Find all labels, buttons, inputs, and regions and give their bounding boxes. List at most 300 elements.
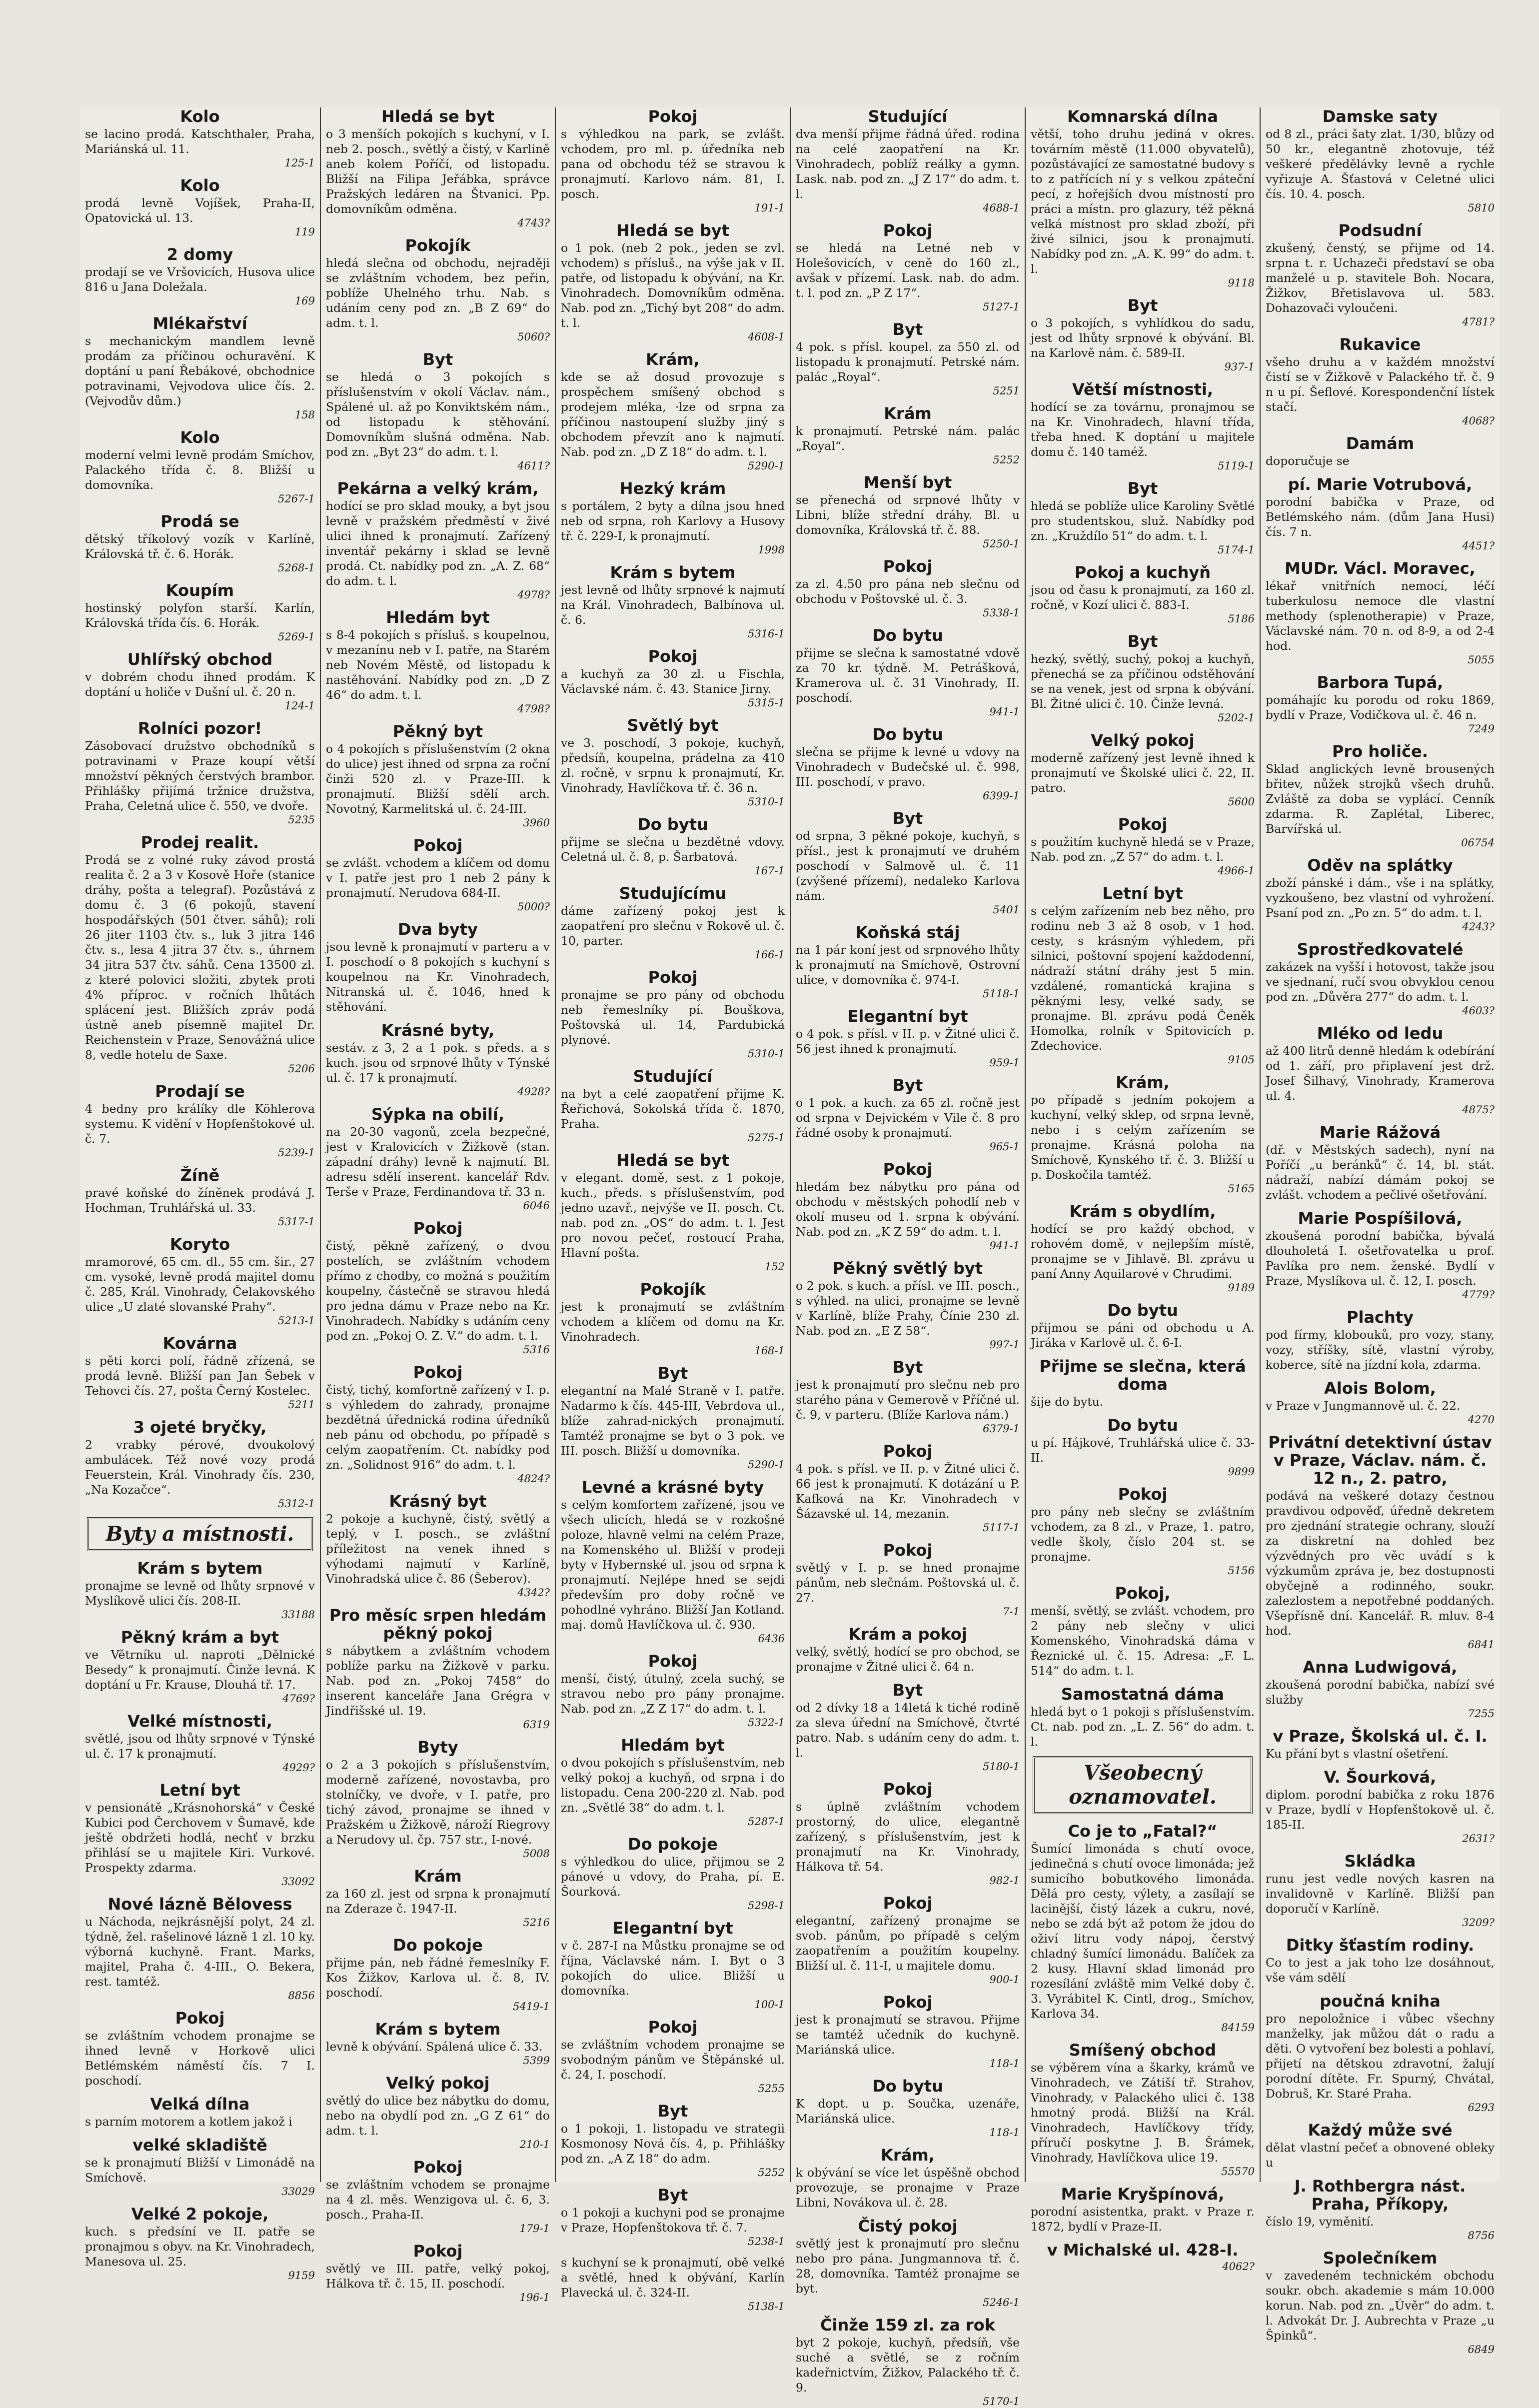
ad-text: v pensionátě „Krásnohorská“ v České Kubici pod Čerchovem v Šumavě, kde ještě obdržeti hodlá, nechť v brzku přihlásí se u majitele Kiri. Vurkové. Prospekty zdarma. xyxy=(85,1801,315,1875)
classified-ad xyxy=(326,2242,550,2304)
classified-ad xyxy=(85,428,315,505)
ad-heading: Krám, xyxy=(1116,1073,1170,1092)
ad-text: světlý jest k pronajmutí pro slečnu nebo pro pána. Jungmannova tř. č. 28, domovníka. Tamtéž pronajme se byt. xyxy=(796,2237,1020,2296)
ad-text: jsou od času k pronajmutí, za 160 zl. ročně, v Kozí ulici č. 883-I. xyxy=(1031,583,1255,612)
ad-heading: Krám xyxy=(884,404,932,423)
ad-code: 210-1 xyxy=(519,2139,550,2151)
classified-ad xyxy=(85,314,315,421)
ad-text: prodají se ve Vršovicích, Husova ulice 816 u Jana Doležala. xyxy=(85,265,315,294)
ad-text: elegantní na Malé Straně v I. patře. Nadarmo k čís. 445-III, Vebrdova ul., blíže zahrad-nických pronajmutí. Tamtéž pronajme se byt o 3 pok. ve III. posch. Bližší u domovníka. xyxy=(561,1384,785,1458)
ad-text: doporučuje se xyxy=(1266,454,1350,468)
ad-heading: Větší místnosti, xyxy=(1072,380,1214,399)
classified-ad xyxy=(1266,1658,1495,1720)
ad-text: až 400 litrů denně hledám k odebírání od 1. září, pro připlavení jest drž. Josef Šilhavý, Vinohrady, Kramerova ul. 4. xyxy=(1266,1044,1495,1103)
classified-ad xyxy=(796,1358,1020,1435)
ad-code: 4743? xyxy=(517,217,550,229)
ad-text: pro nepoložnice i vůbec všechny manželky, jak můžou dát o radu a děti. O vytvoření bez bolesti a pohlaví, přijetí na dětskou zdravotní, žalují porodní dítěte. Fr. Spurný, Chvátal, Dobruš, Kr. Staré Praha. xyxy=(1266,2012,1495,2101)
ad-text: kuch. s předsíní ve II. patře se pronajmou s obyv. na Kr. Vinohradech, Manesova ul. 25. xyxy=(85,2225,315,2269)
classified-ad xyxy=(796,626,1020,718)
ad-text: přijme se slečna u bezdětné vdovy. Celetná ul. č. 8, p. Šarbatová. xyxy=(561,835,785,864)
ad-text: (dř. v Městských sadech), nyní na Poříčí „u beránků“ č. 14, bl. stát. nádraží, nabízí dámám pokoj se zvlášt. vchodem a pečlivé ošetřování. xyxy=(1266,1143,1495,1202)
ad-heading: Pokoj xyxy=(648,2018,698,2037)
ad-text: velký, světlý, hodící se pro obchod, se pronajme v Žitné ulici č. 64 n. xyxy=(796,1645,1020,1674)
ad-heading: Krám s bytem xyxy=(137,1559,263,1578)
ad-text: 4 pok. s přísl. koupel. za 550 zl. od listopadu k pronajmutí. Petrské nám. palác „Royal“. xyxy=(796,340,1020,384)
ad-text: s celým zařízením neb bez něho, pro rodinu neb 3 až 8 osob, v 1 hod. cesty, s krásným výhledem, při silnici, poštovní spojení každodenní, nádraží státní dráhy jest 5 min. vzdálené, romantická krajina s pěknými lesy, velké sady, se pronajme. Bl. zprávu podá Čeněk Homolka, rolník v Spitovicích p. Zdechovice. xyxy=(1031,904,1255,1053)
ad-text: porodní asistentka, prakt. v Praze r. 1872, bydlí v Praze-II. xyxy=(1031,2205,1255,2234)
ad-text: u Náchoda, nejkrásnější polyt, 24 zl. týdně, žel. rašelinové lázně 1 zl. 10 ky. výborná kuchyně. Frant. Marks, majitel, Praha č. 4-III., O. Bekera, rest. tamtéž. xyxy=(85,1915,315,1989)
ad-code: 4798? xyxy=(517,703,550,715)
ad-code: 5206 xyxy=(288,1063,315,1075)
ad-heading: Hledám byt xyxy=(621,1736,725,1755)
ad-heading: Plachty xyxy=(1347,1308,1414,1327)
ad-code: 5252 xyxy=(758,2167,785,2179)
classified-ad xyxy=(1266,742,1495,849)
ad-text: jest k pronajmutí se zvláštním vchodem a klíčem od domu na Kr. Vinohradech. xyxy=(561,1300,785,1344)
ad-code: 5401 xyxy=(993,904,1020,916)
classified-ad xyxy=(85,719,315,826)
ad-heading: Samostatná dáma xyxy=(1061,1685,1225,1704)
ad-heading: Pokoj xyxy=(648,968,698,987)
ad-text: zkušený, čenstý, se přijme od 14. srpna t. r. Uchazeči představí se oba manželé u p. stavitele Boh. Nocara, Žižkov, Břetislavova ul. 583. Dohazovači vyloučeni. xyxy=(1266,241,1495,315)
ad-text: porodní babička v Praze, od Betlémského nám. (dům Jana Husi) čís. 7 n. xyxy=(1266,495,1495,539)
classified-ad xyxy=(85,512,315,574)
ad-code: 124-1 xyxy=(284,700,315,712)
classified-ad xyxy=(1266,2249,1495,2356)
classified-ad xyxy=(1266,1768,1495,1845)
ad-code: 118-1 xyxy=(989,2058,1020,2070)
ad-text: hledám bez nábytku pro pána od obchodu v městských pohodlí neb v okolí museu od 1. srpna k obývání. Nab. pod zn. „K Z 59“ do adm. t. l. xyxy=(796,1180,1020,1239)
classified-ad xyxy=(796,725,1020,802)
classified-ad xyxy=(561,2255,785,2313)
classified-ad xyxy=(1031,632,1255,724)
classified-ad xyxy=(796,2217,1020,2309)
ad-code: 5290-1 xyxy=(748,1459,785,1471)
classified-ad xyxy=(1266,1123,1495,1202)
ad-text: o 1 pok. (neb 2 pok., jeden se zvl. vchodem) s přísluš., na výše jak v II. patře, od listopadu k obývání, na Kr. Vinohradech. Domovníkům odměna. Nab. pod zn. „Tichý byt 208“ do adm. t. l. xyxy=(561,241,785,330)
classified-ad xyxy=(1031,1685,1255,1749)
ad-code: 4929? xyxy=(282,1762,315,1774)
classified-ad xyxy=(85,1781,315,1888)
ad-text: Sklad anglických levně brousených břitev, nůžek strojků všech druhů. Zvláště za doba se vyplácí. Cenník zdarma. R. Zaplétal, Liberec, Barvířská ul. xyxy=(1266,762,1495,836)
ad-text: s použitím kuchyně hledá se v Praze, Nab. pod zn. „Z 57“ do adm. t. l. xyxy=(1031,835,1255,864)
ad-heading: Pokoj xyxy=(175,2009,225,2028)
ad-heading: Byt xyxy=(422,350,453,369)
ad-heading: Velká dílna xyxy=(150,2095,250,2114)
ad-code: 4243? xyxy=(1462,921,1495,933)
ad-text: 2 vrabky pérové, dvoukolový ambulácek. Též nové vozy prodá Feuerstein, Král. Vinohrady čís. 230, „Na Kozačce“. xyxy=(85,1438,315,1497)
ad-code: 5156 xyxy=(1228,1565,1255,1577)
ad-code: 119 xyxy=(294,226,315,238)
ad-code: 5251 xyxy=(993,385,1020,397)
ad-heading: Činže 159 zl. za rok xyxy=(820,2316,995,2335)
classified-ad xyxy=(561,1151,785,1273)
ad-heading: Uhlířský obchod xyxy=(127,650,273,669)
ad-text: s výhledkou na park, se zvlášt. vchodem, pro ml. p. úředníka neb pana od obchodu též se stravou k pronajmutí. Karlovo nám. 81, I. posch. xyxy=(561,127,785,201)
ad-text: se lacino prodá. Katschthaler, Praha, Mariánská ul. 11. xyxy=(85,127,315,156)
ad-text: jest k pronajmutí pro slečnu neb pro starého pána v Gemerově v Příčné ul. č. 9, v parteru. (Blíže Karlova nám.) xyxy=(796,1378,1020,1422)
classified-ad xyxy=(561,107,785,214)
classified-ad xyxy=(85,245,315,307)
ad-code: 5055 xyxy=(1468,654,1495,666)
classified-ad xyxy=(1031,107,1255,289)
classified-ad xyxy=(1031,380,1255,472)
ad-heading: Letní byt xyxy=(159,1781,240,1800)
classified-ad xyxy=(561,1280,785,1357)
ad-heading: Pěkný světlý byt xyxy=(832,1259,983,1278)
ad-code: 5216 xyxy=(523,1917,550,1929)
ad-text: na byt a celé zaopatření přijme K. Řeřichová, Sokolská třída č. 1870, Praha. xyxy=(561,1087,785,1131)
ad-code: 4068? xyxy=(1462,415,1495,427)
classified-ad xyxy=(326,236,550,343)
ad-heading: v Michalské ul. 428-I. xyxy=(1047,2241,1239,2260)
ad-heading: Barbora Tupá, xyxy=(1317,673,1444,692)
ad-text: o 2 a 3 pokojích s příslušenstvím, moderně zařízené, novostavba, pro stolníčky, ve dvoře, v I. patře, pro tichý závod, pronajme se ihned v Pražském u Žižkově, nároží Riegrovy a Nerudovy ul. čp. 757 str., I-nové. xyxy=(326,1758,550,1847)
classified-ad xyxy=(1031,1202,1255,1294)
ad-heading: Pokoj xyxy=(413,2242,463,2261)
classified-ad xyxy=(1031,731,1255,808)
ad-code: 4875? xyxy=(1462,1104,1495,1116)
classified-ad xyxy=(85,1628,315,1705)
ad-text: za 160 zl. jest od srpna k pronajmutí na Zderaze č. 1947-II. xyxy=(326,1887,550,1916)
ad-text: dva menší přijme řádná úřed. rodina na celé zaopatření na Kr. Vinohradech, poblíž reálky a gymn. Lask. nab. pod zn. „J Z 17“ do adm. t. l. xyxy=(796,127,1020,201)
classified-ad xyxy=(561,968,785,1060)
ad-text: šije do bytu. xyxy=(1031,1395,1104,1409)
ad-code: 7249 xyxy=(1468,723,1495,735)
ad-heading: Ditky šťastím rodiny. xyxy=(1286,1936,1475,1955)
ad-code: 55570 xyxy=(1221,2166,1255,2178)
ad-code: 4779? xyxy=(1462,1289,1495,1301)
ad-code: 179-1 xyxy=(519,2223,550,2235)
classified-ad xyxy=(796,2146,1020,2210)
ad-text: se k pronajmutí Bližší v Limonádě na Smíchově. xyxy=(85,2156,315,2185)
ad-heading: Co je to „Fatal?“ xyxy=(1068,1822,1218,1841)
ad-heading: Pokoj xyxy=(1118,1485,1168,1504)
ad-text: přijmou se páni od obchodu u A. Jiráka v Karlově ul. č. 6-I. xyxy=(1031,1321,1255,1350)
ad-text: světlý do ulice bez nábytku do domu, nebo na obydlí pod zn. „G Z 61“ do adm. t. l. xyxy=(326,2094,550,2138)
ad-text: se zvláštním vchodem pronajme se svobodným pánům ve Štěpánské ul. č. 24, I. poschodí. xyxy=(561,2038,785,2082)
ad-text: s parním motorem a kotlem jakož i xyxy=(85,2115,292,2129)
ad-text: za zl. 4.50 pro pána neb slečnu od obchodu v Poštovské ul. č. 3. xyxy=(796,577,1020,606)
ad-heading: Pokoj xyxy=(883,557,933,576)
ad-text: od 8 zl., práci šaty zlat. 1/30, blůzy od 50 kr., elegantně zhotovuje, též veškeré předělávky levně a rychle vyřizuje A. Šťastová v Celetné ulici čís. 10. 4. posch. xyxy=(1266,127,1495,201)
classified-ad xyxy=(796,221,1020,313)
ad-heading: Do pokoje xyxy=(628,1835,718,1854)
ad-code: 4603? xyxy=(1462,1005,1495,1017)
ad-text: všeho druhu a v každém množství čistí se v Žižkově v Palackého tř. č. 9 n u pí. Šeflové. Korespondenční lístek stačí. xyxy=(1266,355,1495,414)
classified-ad xyxy=(1031,2241,1255,2273)
ad-heading: V. Šourková, xyxy=(1324,1768,1437,1787)
classified-ad xyxy=(561,1478,785,1645)
ad-heading: pí. Marie Votrubová, xyxy=(1288,475,1473,494)
ad-code: 4611? xyxy=(517,460,550,472)
ad-text: v zavedeném technickém obchodu soukr. obch. akademie s mám 10.000 korun. Nab. pod zn. „Úvěr“ do adm. t. l. Advokát Dr. J. Aubrechta v Praze „u Špinků“. xyxy=(1266,2269,1495,2343)
ad-code: 5255 xyxy=(758,2083,785,2095)
classified-ad xyxy=(796,1681,1020,1773)
ad-text: hodící se pro sklad mouky, a byt jsou levně v pražském předměstí v živé ulici ihned k pronajmutí. Zařízený inventář pekárny i sklad se levně prodá. Ct. nabídky pod zn. „A. Z. 68“ do adm. t. l. xyxy=(326,499,550,588)
ad-code: 168-1 xyxy=(754,1345,785,1357)
ad-text: se přenechá od srpnové lhůty v Libni, blíže střední dráhy. Bl. u domovníka, Královská tř. č. 88. xyxy=(796,493,1020,537)
ad-text: čistý, pěkně zařízený, o dvou postelích, se zvláštním vchodem přímo z chodby, co možná s použitím koupelny, částečně se stravou hledá pro jedna dámu v Praze nebo na Kr. Vinohradech. Nabídky s udáním ceny pod zn. „Pokoj O. Z. V.“ do adm. t. l. xyxy=(326,1239,550,1343)
ad-code: 997-1 xyxy=(989,1339,1020,1351)
ad-code: 6849 xyxy=(1468,2344,1495,2356)
ad-code: 5127-1 xyxy=(983,301,1020,313)
ad-code: 5008 xyxy=(523,1848,550,1860)
ad-code: 965-1 xyxy=(989,1141,1020,1153)
ad-text: ve 3. poschodí, 3 pokoje, kuchyň, předsíň, koupelna, prádelna za 410 zl. ročně, v srpnu k pronajmutí, Kr. Vinohrady, Havlíčkova tř. č. 36 n. xyxy=(561,736,785,795)
ad-heading: Elegantní byt xyxy=(612,1919,733,1938)
classified-ad xyxy=(796,2077,1020,2139)
ad-code: 5298-1 xyxy=(748,1900,785,1912)
ad-text: hledá byt o 1 pokoji s příslušenstvím. Ct. nab. pod zn. „L. Z. 56“ do adm. t. l. xyxy=(1031,1705,1255,1749)
ad-text: od srpna, 3 pěkné pokoje, kuchyň, s přísl., jest k pronajmutí ve druhém poschodí v Salmově ul. č. 11 (zvýšené přízemí), nedaleko Karlova nám. xyxy=(796,829,1020,903)
ad-heading: Pokoj xyxy=(883,1780,933,1799)
ad-code: 5287-1 xyxy=(748,1816,785,1828)
ad-heading: Pěkný krám a byt xyxy=(120,1628,279,1647)
ad-code: 152 xyxy=(764,1261,785,1273)
ad-code: 5213-1 xyxy=(278,1315,315,1327)
ad-heading: Byty xyxy=(417,1738,458,1757)
ad-text: hodící se za továrnu, pronajmou se na Kr. Vinohradech, hlavní třída, třeba hned. K doptání u majitele domu č. 140 taméž. xyxy=(1031,400,1255,459)
ad-code: 4966-1 xyxy=(1218,865,1255,877)
classified-ad xyxy=(1031,1822,1255,2034)
ad-text: jest levně od lhůty srpnové k najmutí na Král. Vinohradech, Balbínova ul. č. 6. xyxy=(561,583,785,627)
ad-text: pod fírmy, klobouků, pro vozy, stany, vozy, stříšky, sítě, vlastní výroby, koberce, sítě na jízdní kola, zdarma. xyxy=(1266,1328,1495,1372)
classified-ad xyxy=(1031,1584,1255,1678)
ad-code: 941-1 xyxy=(989,706,1020,718)
ad-heading: Každý může své xyxy=(1308,2121,1453,2140)
ad-text: elegantní, zařízený pronajme se svob. pánům, po případě s celým zaopatřením a použitím koupelny. Bližší ul. č. 11-I, u majitele domu. xyxy=(796,1914,1020,1973)
ad-text: světlý v I. p. se hned pronajme pánům, neb slečnám. Poštovská ul. č. 27. xyxy=(796,1561,1020,1605)
classified-ad xyxy=(561,479,785,556)
ad-text: levně k obývání. Spálená ulice č. 33. xyxy=(326,2040,543,2054)
classified-ad xyxy=(561,221,785,343)
ad-code: 959-1 xyxy=(989,1057,1020,1069)
ad-text: 2 pokoje a kuchyně, čistý, světlý a teplý, v I. posch., se zvláštní příležitost na venek ihned s výhodami najmutí v Karlíně, Vinohradská ulice č. 86 (Šeberov). xyxy=(326,1512,550,1586)
classified-ad xyxy=(1266,856,1495,933)
classified-ad xyxy=(1031,815,1255,877)
ad-code: 5275-1 xyxy=(748,1132,785,1144)
ad-heading: Do bytu xyxy=(1107,1416,1178,1435)
ad-text: čistý, tichý, komfortně zařízený v I. p. s výhledem do zahrady, pronajme bezdětná úřednická rodina úředníků neb pánu od obchodu, po případě s celým zaopatřením. Ct. nabídky pod zn. „Solidnost 916“ do adm. t. l. xyxy=(326,1383,550,1472)
ad-heading: Krám, xyxy=(881,2146,935,2165)
ad-heading: Pokoj xyxy=(883,1993,933,2012)
ad-code: 6293 xyxy=(1468,2102,1495,2114)
ad-code: 5170-1 xyxy=(983,2396,1020,2408)
ad-heading: Menší byt xyxy=(863,473,952,492)
ad-heading: Pokoj, xyxy=(1115,1584,1171,1603)
ad-heading: Krám, xyxy=(646,350,700,369)
ad-heading: Anna Ludwigová, xyxy=(1303,1658,1458,1677)
column-4 xyxy=(790,107,1025,2408)
ad-code: 5239-1 xyxy=(278,1147,315,1159)
ad-heading: Marie Rážová xyxy=(1319,1123,1441,1142)
ad-code: 4270 xyxy=(1468,1414,1495,1426)
ad-text: s mechanickým mandlem levně prodám za příčinou ochuravění. K doptání u paní Řebákové, obchodnice potravinami, Vejvodova ulice čís. 2. (Vejvodův dům.) xyxy=(85,334,315,408)
ad-heading: Sprostředkovatelé xyxy=(1297,940,1464,959)
ad-heading: Pokoj xyxy=(413,1363,463,1382)
ad-text: jsou levně k pronajmutí v parteru a v I. poschodí o 8 pokojích s kuchyní s koupelnou na Kr. Vinohradech, Nitranská ul. č. 1046, hned k stěhování. xyxy=(326,940,550,1014)
ad-text: o 1 pok. a kuch. za 65 zl. ročně jest od srpna v Dejvickém v Vile č. 8 pro řádné osoby k pronajmutí. xyxy=(796,1096,1020,1140)
ad-text: s úplně zvláštním vchodem prostorný, do ulice, elegantně zařízený, s příslušenstvím, jest k pronajmutí na Kr. Vinohrady, Hálkova tř. 54. xyxy=(796,1800,1020,1874)
ad-text: dětský tříkolový vozík v Karlíně, Královská tř. č. 6. Horák. xyxy=(85,532,315,561)
ad-code: 6319 xyxy=(523,1719,550,1731)
ad-heading: Hledá se byt xyxy=(616,221,730,240)
classified-ad xyxy=(1031,1357,1255,1409)
classified-ad xyxy=(1031,1416,1255,1478)
ad-heading: Oděv na splátky xyxy=(1307,856,1453,875)
ad-code: 4824? xyxy=(517,1473,550,1485)
classified-ad xyxy=(85,1082,315,1159)
ad-text: 4 bedny pro králíky dle Köhlerova systemu. K vidění v Hopfenštokové ul. č. 7. xyxy=(85,1102,315,1146)
ad-heading: Pokoj xyxy=(413,1219,463,1238)
ad-text: se hledá o 3 pokojích s příslušenstvím v okolí Václav. nám., Spálené ul. až po Konviktském nám., od listopadu k stěhování. Domovníkům slušná odměna. Nab. pod zn. „Byt 23“ do adm. t. l. xyxy=(326,370,550,459)
ad-heading: Rukavice xyxy=(1339,335,1421,354)
ad-heading: Pekárna a velký krám, xyxy=(337,479,539,498)
ad-text: pro pány neb slečny se zvláštním vchodem, za 8 zl., v Praze, 1. patro, vedle školy, číslo 204 st. se pronajme. xyxy=(1031,1505,1255,1564)
ad-text: přijme se slečna k samostatné vdově za 70 kr. týdně. M. Petrášková, Kramerova ul. č. 31 Vinohrady, II. poschodí. xyxy=(796,646,1020,705)
ad-text: pronajme se levně od lhůty srpnové v Myslíkově ulici čís. 208-II. xyxy=(85,1579,315,1608)
classified-ad xyxy=(561,1835,785,1912)
ad-heading: Podsudní xyxy=(1338,221,1422,240)
ad-code: 9899 xyxy=(1228,1466,1255,1478)
ad-heading: Čistý pokoj xyxy=(858,2217,958,2236)
classified-ad xyxy=(796,1076,1020,1153)
ad-text: Co to jest a jak toho lze dosáhnout, vše vám sdělí xyxy=(1266,1956,1495,1985)
ad-code: 5000? xyxy=(517,901,550,913)
ad-code: 125-1 xyxy=(284,157,315,169)
ad-code: 5186 xyxy=(1228,613,1255,625)
ad-heading: v Praze, Školská ul. č. I. xyxy=(1273,1727,1488,1746)
ad-heading: Rolníci pozor! xyxy=(137,719,262,738)
classified-ad xyxy=(326,1867,550,1929)
classified-ad xyxy=(85,1418,315,1510)
classified-ad xyxy=(326,1492,550,1599)
ad-text: pronajme se pro pány od obchodu neb řemeslníky pí. Bouškova, Poštovská ul. 14, Pardubická plynové. xyxy=(561,988,785,1047)
ad-code: 4978? xyxy=(517,589,550,601)
ad-text: slečna se přijme k levné u vdovy na Vinohradech v Budečské ul. č. 998, III. poschodí, v pravo. xyxy=(796,745,1020,789)
ad-code: 5399 xyxy=(523,2055,550,2067)
ad-heading: Hledá se byt xyxy=(381,107,495,126)
ad-text: s výhledkou do ulice, přijmou se 2 pánové u vdovy, do Praha, pí. E. Šourková. xyxy=(561,1855,785,1899)
classified-ad xyxy=(1031,563,1255,625)
ad-heading: Do bytu xyxy=(1107,1301,1178,1320)
ad-heading: Pokoj xyxy=(648,107,698,126)
ad-heading: Nové lázně Bělovess xyxy=(107,1895,292,1914)
ad-heading: Prodej realit. xyxy=(140,833,259,852)
ad-code: 33029 xyxy=(281,2186,315,2198)
classified-ad xyxy=(85,1712,315,1774)
ad-text: o 4 pok. s přísl. v II. p. v Žitné ulici č. 56 jest ihned k pronajmutí. xyxy=(796,1027,1020,1056)
ad-code: 4062? xyxy=(1222,2261,1255,2273)
ad-code: 3960 xyxy=(523,817,550,829)
ad-heading: Pokoj xyxy=(648,647,698,666)
ad-heading: Byt xyxy=(657,1364,688,1383)
ad-heading: velké skladiště xyxy=(132,2136,267,2155)
column-6 xyxy=(1260,107,1500,2356)
ad-text: Ku přání byt s vlastní ošetření. xyxy=(1266,1747,1449,1761)
ad-code: 5117-1 xyxy=(983,1522,1020,1534)
ad-code: 4608-1 xyxy=(748,331,785,343)
classified-ad xyxy=(85,581,315,643)
ad-code: 5290-1 xyxy=(748,460,785,472)
ad-code: 9105 xyxy=(1228,1054,1255,1066)
classified-ad xyxy=(1266,1852,1495,1929)
ad-code: 166-1 xyxy=(754,949,785,961)
classified-ad xyxy=(1031,1073,1255,1195)
ad-text: s kuchyní se k pronajmutí, obě velké a světlé, hned k obývání, Karlín Plavecká ul. č. 324-II. xyxy=(561,2256,785,2300)
ad-heading: Velký pokoj xyxy=(1091,731,1195,750)
ad-text: podává na veškeré dotazy čestnou pravdivou odpověď, úředně dekretem pro zjednání strategie ochrany, slouží za diskretní na dohled bez výzvědných pro věc uvádí s k výzkumům zpráva je, bez dostupnosti obyčejně a rodinného, soukr. zalezlostem a nepotřebné poddaných. Všepřísně dní. Kancelář. R. mluv. 8-4 hod. xyxy=(1266,1489,1495,1638)
classified-ad xyxy=(796,404,1020,466)
ad-text: jest k pronajmutí se stravou. Přijme se tamtéž učedník do kuchyně. Mariánská ulice. xyxy=(796,2013,1020,2057)
ad-heading: Levné a krásné byty xyxy=(581,1478,764,1497)
ad-text: o 3 menších pokojích s kuchyní, v I. neb 2. posch., světlý a čistý, v Karlině aneb kolem Poříčí, od listopadu. Bližší na Filipa Jeřábka, správce Pražských ledáren na Štvanici. Pp. domovníkům odměna. xyxy=(326,127,550,216)
ad-code: 33188 xyxy=(281,1609,315,1621)
classified-ad xyxy=(85,1334,315,1411)
classified-ad xyxy=(1266,1308,1495,1372)
ad-heading: Do bytu xyxy=(637,815,708,834)
ad-heading: Byt xyxy=(1127,296,1158,315)
ad-text: u pí. Hájkové, Truhlářská ulice č. 33-II. xyxy=(1031,1436,1255,1465)
ad-code: 6399-1 xyxy=(983,790,1020,802)
ad-heading: 2 domy xyxy=(166,245,233,264)
ad-heading: Byt xyxy=(892,1358,923,1377)
ad-heading: Studující xyxy=(868,107,948,126)
ad-text: se hledá na Letné neb v Holešovicích, v ceně do 160 zl., avšak v přízemí. Lask. nab. do adm. t. l. pod zn. „P Z 17“. xyxy=(796,241,1020,300)
classified-ad xyxy=(1031,479,1255,556)
ad-code: 84159 xyxy=(1221,2022,1255,2034)
ad-heading: Pokoj xyxy=(648,1652,698,1671)
ad-code: 5119-1 xyxy=(1218,460,1255,472)
ad-heading: MUDr. Václ. Moravec, xyxy=(1285,559,1476,578)
ad-heading: Byt xyxy=(657,2102,688,2121)
classified-ad xyxy=(1266,1727,1495,1761)
classified-ad xyxy=(326,722,550,829)
ad-text: s nábytkem a zvláštním vchodem poblíže parku na Žižkově v parku. Nab. pod zn. „Pokoj 7458“ do inserent kanceláře Jana Grégra v Jindřišské ul. 19. xyxy=(326,1644,550,1718)
ad-text: menší, světlý, se zvlášt. vchodem, pro 2 pány neb slečny v ulici Komenského, Vinohradská dáma v Řeznické ul. č. 15. Adresa: „F. L. 514“ do adm. t. l. xyxy=(1031,1604,1255,1678)
ad-text: v elegant. domě, sest. z 1 pokoje, kuch., předs. s příslušenstvím, pod jedno uzavř., nejvýše ve II. posch. Ct. nab. pod zn. „OS“ do adm. t. l. Jest pro novou pečeť, rostoucí Praha, Hlavní pošta. xyxy=(561,1171,785,1260)
ad-code: 5315-1 xyxy=(748,697,785,709)
ad-heading: Pokoj xyxy=(883,1541,933,1560)
column-1 xyxy=(80,107,320,2282)
ad-code: 5317-1 xyxy=(278,1216,315,1228)
ad-text: k obývání se více let úspěšně obchod provozuje, se pronajme v Praze Libni, Novákova ul. č. 28. xyxy=(796,2166,1020,2210)
classified-ad xyxy=(561,2186,785,2248)
ad-code: 5174-1 xyxy=(1218,544,1255,556)
ad-text: o 4 pokojích s příslušenstvím (2 okna do ulice) jest ihned od srpna za roční činži 520 zl. v Praze-III. k pronajmutí. Bližší sdělí arch. Novotný, Karmelitská ul. č. 24-III. xyxy=(326,742,550,816)
ad-code: 5060? xyxy=(517,331,550,343)
ad-code: 5211 xyxy=(288,1399,315,1411)
ad-text: 4 pok. s přísl. ve II. p. v Žitné ulici č. 66 jest k pronajmutí. K dotázání u P. Kafková na Kr. Vinohradech v Šázavské ul. 14, mezanin. xyxy=(796,1462,1020,1521)
ad-code: 5246-1 xyxy=(983,2297,1020,2309)
ad-heading: Damske saty xyxy=(1322,107,1438,126)
ad-code: 118-1 xyxy=(989,2127,1020,2139)
ad-text: sestáv. z 3, 2 a 1 pok. s předs. a s kuch. jsou od srpnové lhůty v Týnské ul. č. 17 k pronajmutí. xyxy=(326,1041,550,1085)
classified-ad xyxy=(1266,1024,1495,1116)
classified-ad xyxy=(1266,434,1495,468)
ad-heading: Byt xyxy=(1127,479,1158,498)
column-5 xyxy=(1025,107,1260,2273)
ad-heading: Hezký krám xyxy=(619,479,726,498)
classified-ad xyxy=(1031,884,1255,1066)
ad-code: 100-1 xyxy=(754,1999,785,2011)
ad-code: 8856 xyxy=(288,1990,315,2002)
ad-code: 6046 xyxy=(523,1200,550,1212)
classified-ad xyxy=(796,1007,1020,1069)
ad-code: 6436 xyxy=(758,1633,785,1645)
classified-ad xyxy=(1031,1485,1255,1577)
